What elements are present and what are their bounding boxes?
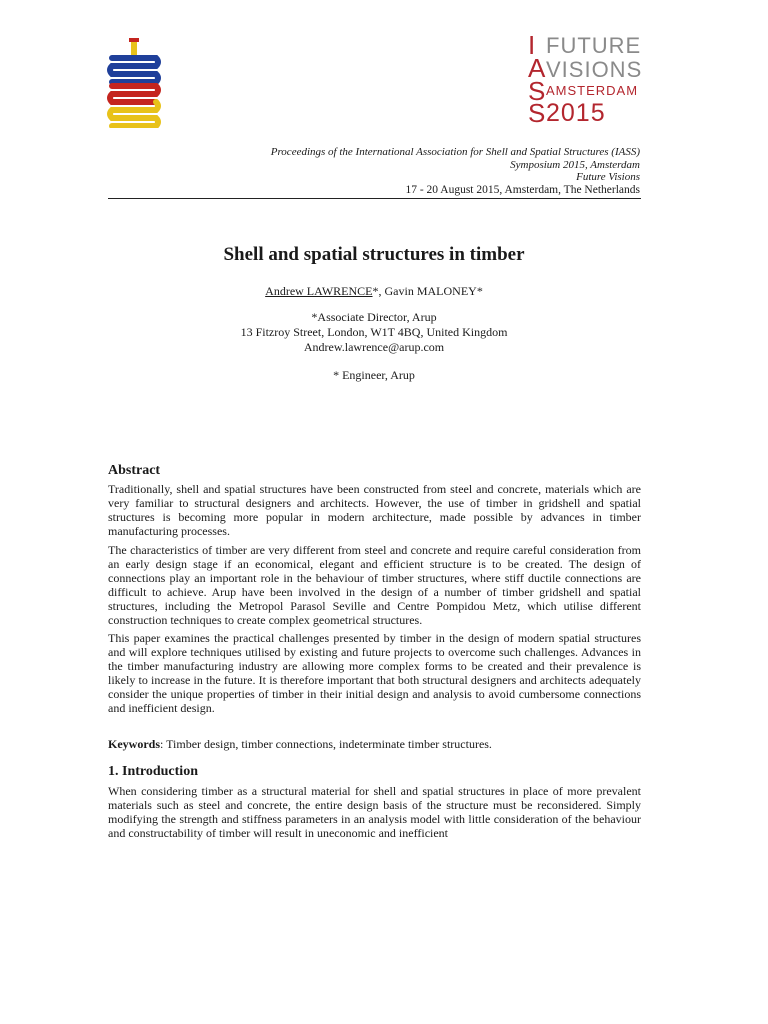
affiliation-email: Andrew.lawrence@arup.com (303, 340, 445, 354)
author-line (0, 284, 748, 299)
logo-word-visions: VISIONS (546, 57, 643, 82)
author-name: Andrew LAWRENCE (265, 284, 373, 298)
author-separator: , (378, 284, 385, 298)
proceedings-header (140, 146, 640, 196)
symposium-logo (528, 30, 643, 128)
logo-word-future: FUTURE (546, 33, 642, 58)
paper-title: Shell and spatial structures in timber (223, 244, 525, 265)
proceedings-line: Symposium 2015, Amsterdam (510, 158, 640, 171)
affiliation-role: *Associate Director, Arup (311, 310, 437, 324)
logo-word-year: 2015 (546, 99, 606, 127)
logo-coil-red (110, 86, 158, 102)
logo-coil-yellow (110, 102, 158, 126)
author-mark: * (372, 284, 379, 298)
logo-coil-blue (110, 58, 158, 82)
keywords-line (108, 737, 641, 751)
author-name: Gavin MALONEY* (384, 284, 483, 298)
logo-mast-top (129, 38, 139, 42)
logo-letter-s1: S (528, 76, 546, 106)
logo-letter-a: A (528, 53, 546, 83)
proceedings-dates: 17 - 20 August 2015, Amsterdam, The Netherlands (405, 183, 640, 196)
abstract-paragraph: The characteristics of timber are very different from steel and concrete and require careful consideration from an early design stage if an economical, elegant and efficient structure is to be created. The design of connections play an important role in the behaviour of timber structures, where stiff ductile connections are difficult to achieve. Arup have been involved in the design of a number of timber gridshell and spatial structures, including the Metropol Parasol Seville and Centre Pompidou Metz, which utilise different construction techniques to create complex geometrical structures. (108, 543, 641, 627)
proceedings-line: Future Visions (576, 171, 640, 183)
keywords-text: : Timber design, timber connections, indeterminate timber structures. (160, 737, 492, 751)
keywords-label: Keywords (108, 737, 160, 751)
introduction-paragraph: When considering timber as a structural material for shell and spatial structures in place of more prevalent materials such as steel and concrete, the entire design basis of the structure must be reconsidered. Simply modifying the strength and stiffness parameters in an analysis model with little consideration of the behaviour and constructability of timber will result in uneconomic and inefficient (108, 784, 641, 840)
abstract-paragraph: Traditionally, shell and spatial structures have been constructed from steel and concrete, materials which are very familiar to structural designers and architects. However, the use of timber in gridshell and spatial structures is becoming more popular in modern architecture, made possible by advances in timber manufacturing processes. (108, 482, 641, 538)
abstract-paragraph: This paper examines the practical challenges presented by timber in the design of modern spatial structures and will explore techniques utilised by existing and future projects to overcome such challenges. Advances in the timber manufacturing industry are allowing more complex forms to be created and their prevalence is likely to increase in the future. It is therefore important that both structural designers and architects adequately consider the unique properties of timber in their initial design and analysis to avoid cumbersome connections and inefficient design. (108, 631, 641, 715)
logo-letter-s2: S (528, 98, 546, 128)
logo-word-amsterdam: AMSTERDAM (546, 83, 639, 98)
header-divider (108, 198, 641, 199)
affiliation-role: * Engineer, Arup (333, 368, 415, 382)
proceedings-line: Proceedings of the International Association for Shell and Spatial Structures (IASS) (270, 146, 640, 158)
abstract-heading: Abstract (108, 463, 161, 478)
introduction-heading: 1. Introduction (108, 764, 198, 779)
logo-letter-i: I (528, 30, 536, 60)
iass-logo (104, 38, 164, 128)
affiliation-address: 13 Fitzroy Street, London, W1T 4BQ, United Kingdom (240, 325, 508, 339)
